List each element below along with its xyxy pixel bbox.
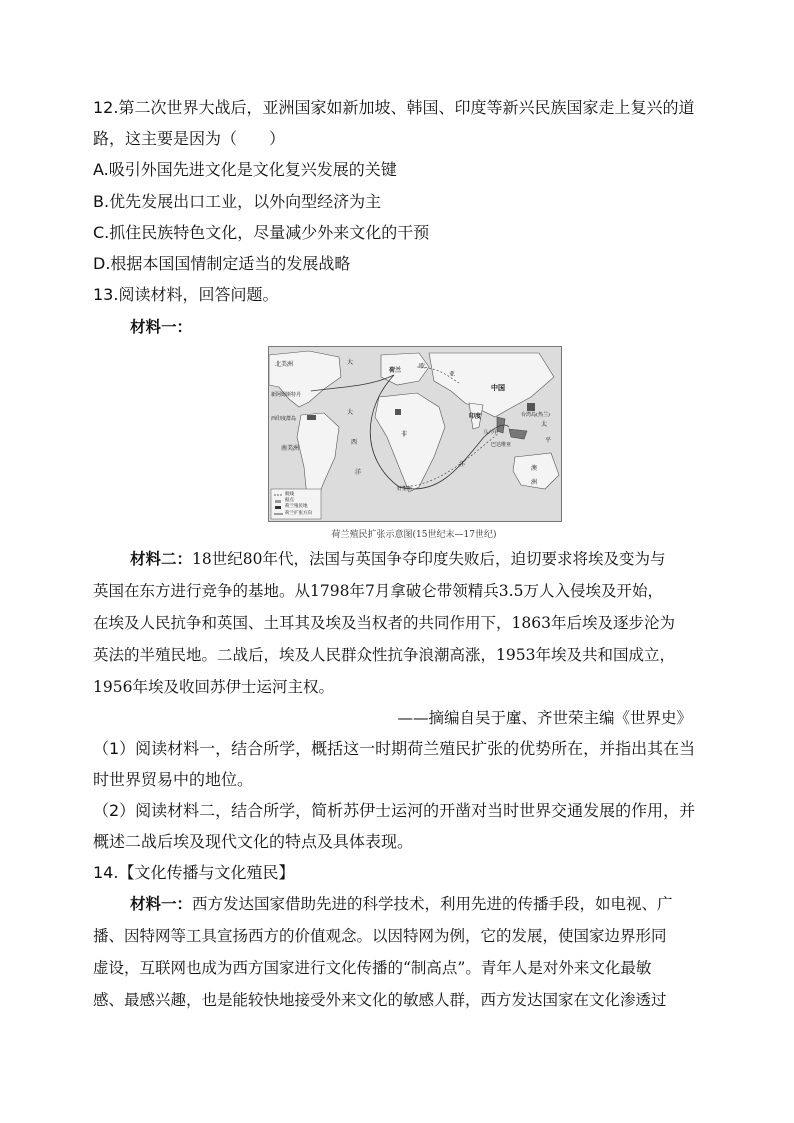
- map-label: 洋: [355, 469, 362, 476]
- q13-sub1-line1: （1）阅读材料一，结合所学，概括这一时期荷兰殖民扩张的优势所在，并指出其在当: [93, 739, 696, 758]
- q13-material2-text: 18世纪80年代，法国与英国争夺印度失败后，迫切要求将埃及变为与: [192, 550, 666, 568]
- q13-material2-label: 材料二：: [130, 549, 193, 568]
- q14-material1-line2: 播、因特网等工具宣扬西方的价值观念。以因特网为例，它的发展，使国家边界形同: [93, 927, 667, 945]
- q12-option-d: D.根据本国国情制定适当的发展战略: [93, 254, 351, 273]
- q14-material1-line1: [130, 894, 673, 914]
- q14-title: 14.【文化传播与文化殖民】: [93, 863, 295, 882]
- map-label: 印度: [469, 413, 482, 420]
- map-label: 新阿姆斯特丹: [271, 392, 302, 398]
- map-label: 洋: [459, 461, 466, 468]
- map-label: 马六甲: [483, 430, 499, 436]
- map-legend-item: 荷兰殖民地: [285, 504, 308, 509]
- q12-stem-line1: 12.第二次世界大战后，亚洲国家如新加坡、韩国、印度等新兴民族国家走上复兴的道: [93, 98, 695, 117]
- dutch-expansion-map: [268, 346, 562, 522]
- q14-material1-line4: 感、最感兴趣，也是能较快地接受外来文化的敏感人群，西方发达国家在文化渗透过: [93, 991, 667, 1009]
- q13-stem: 13.阅读材料，回答问题。: [93, 285, 279, 304]
- q13-sub2-line2: 概述二战后埃及现代文化的特点及具体表现。: [93, 832, 414, 851]
- map-legend-item: 荷兰扩张方向: [285, 511, 312, 516]
- map-label: 西印度群岛: [271, 416, 297, 422]
- map-label: 台湾岛(热兰): [521, 412, 550, 418]
- q14-material1-text: 西方发达国家借助先进的科学技术，利用先进的传播手段，如电视、广: [192, 895, 673, 913]
- map-caption: 荷兰殖民扩张示意图(15世纪末—17世纪): [331, 530, 497, 540]
- q13-material2-line1: [130, 549, 665, 569]
- map-label: 巴达维亚: [491, 442, 512, 448]
- q13-material2-line3: 在埃及人民抗争和英国、土耳其及埃及当权者的共同作用下，1863年后埃及逐步沦为: [93, 614, 675, 632]
- map-label: 中国: [491, 383, 505, 392]
- map-label: 荷兰: [389, 367, 402, 374]
- map-legend-item: 据点: [285, 498, 294, 503]
- map-label: 大: [347, 359, 354, 366]
- q14-material1-label: 材料一：: [130, 894, 193, 913]
- map-label: 洲: [531, 479, 538, 486]
- map-label: 非: [401, 431, 408, 438]
- map-label: 欧: [419, 363, 426, 370]
- world-map-svg: [269, 347, 561, 521]
- map-label: 太: [541, 421, 548, 428]
- map-label: 西: [351, 439, 358, 446]
- q12-stem-line2: 路，这主要是因为（ ）: [93, 129, 286, 148]
- q13-sub1-line2: 时世界贸易中的地位。: [93, 770, 254, 789]
- map-label: 平: [545, 437, 552, 444]
- q13-sub2-line1: （2）阅读材料二，结合所学，简析苏伊士运河的开凿对当时世界交通发展的作用，并: [93, 801, 696, 820]
- q13-material2-line4: 英法的半殖民地。二战后，埃及人民群众性抗争浪潮高涨，1953年埃及共和国成立，: [93, 646, 675, 664]
- q12-option-c: C.抓住民族特色文化，尽量减少外来文化的干预: [93, 223, 430, 242]
- map-label: 澳: [531, 465, 538, 472]
- map-label: 大: [347, 409, 354, 416]
- map-label: 好望角: [397, 486, 413, 492]
- q13-material1-label: 材料一：: [130, 317, 193, 336]
- q12-option-b: B.优先发展出口工业，以外向型经济为主: [93, 192, 382, 211]
- q13-material2-line5: 1956年埃及收回苏伊士运河主权。: [93, 678, 334, 696]
- q13-material2-line2: 英国在东方进行竞争的基地。从1798年7月拿破仑带领精兵3.5万人入侵埃及开始，: [93, 582, 663, 600]
- map-label: 亚: [449, 371, 456, 378]
- map-label: 北美洲: [275, 361, 294, 368]
- q13-source: ——摘编自吴于廑、齐世荣主编《世界史》: [397, 709, 692, 727]
- q12-option-a: A.吸引外国先进文化是文化复兴发展的关键: [93, 160, 397, 179]
- map-legend-item: 航线: [285, 492, 294, 497]
- map-label: 南美洲: [281, 445, 300, 452]
- q14-material1-line3: 虚设，互联网也成为西方国家进行文化传播的“制高点”。青年人是对外来文化最敏: [93, 959, 652, 977]
